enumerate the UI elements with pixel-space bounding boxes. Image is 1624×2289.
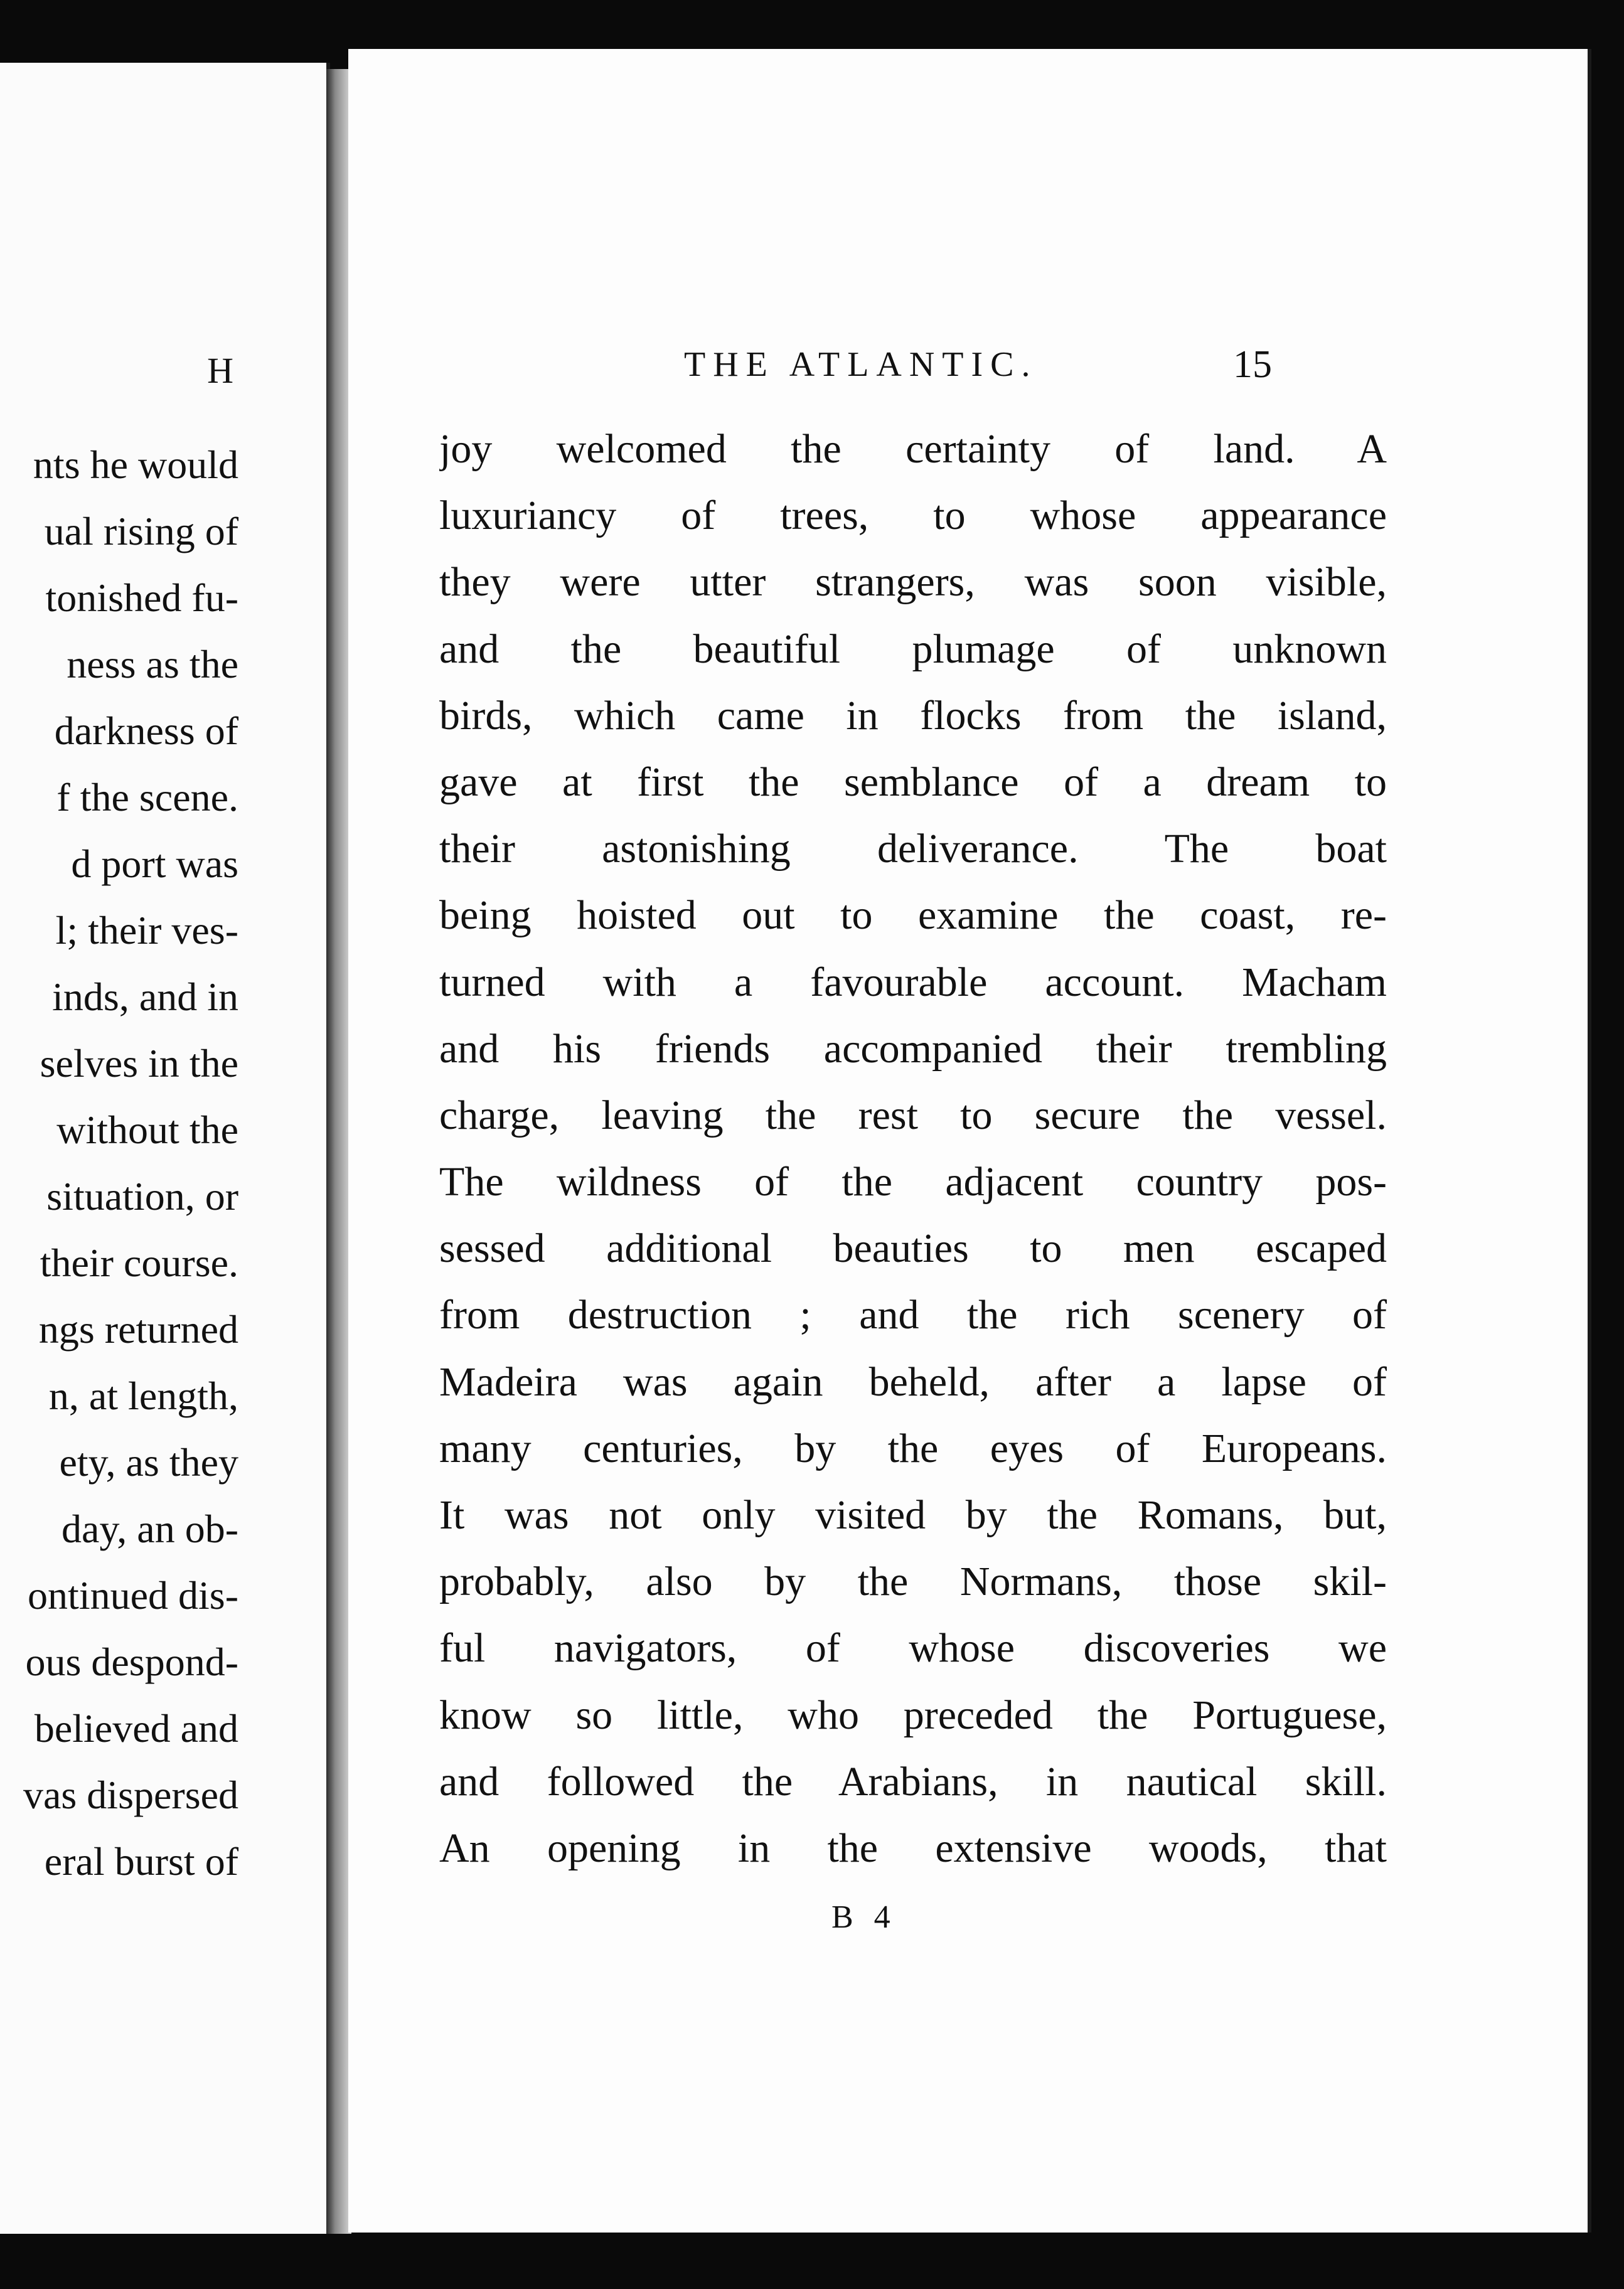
body-text bbox=[439, 416, 1387, 1882]
text-line: they were utter strangers, was soon visible, bbox=[439, 559, 1387, 606]
text-line: and his friends accompanied their trembling bbox=[439, 1025, 1387, 1072]
text-line: being hoisted out to examine the coast, re- bbox=[439, 892, 1387, 939]
text-line: charge, leaving the rest to secure the vessel. bbox=[439, 1092, 1387, 1138]
running-title: THE ATLANTIC. bbox=[684, 345, 1038, 384]
left-text-line: l; their ves- bbox=[55, 908, 238, 952]
left-text-line: darkness of bbox=[54, 708, 238, 753]
text-line: probably, also by the Normans, those skil- bbox=[439, 1559, 1387, 1605]
text-line: from destruction ; and the rich scenery of bbox=[439, 1292, 1387, 1338]
left-text-line: ngs returned bbox=[38, 1307, 238, 1352]
left-page-text bbox=[0, 432, 238, 1895]
left-text-line: nts he would bbox=[33, 442, 238, 487]
running-head bbox=[348, 343, 1588, 387]
left-text-line: their course. bbox=[40, 1241, 238, 1285]
text-line: and followed the Arabians, in nautical skill. bbox=[439, 1758, 1387, 1805]
left-text-line: n, at length, bbox=[48, 1374, 238, 1418]
left-running-head-fragment: H bbox=[207, 350, 238, 391]
left-text-line: believed and bbox=[34, 1706, 238, 1751]
signature-mark: B 4 bbox=[831, 1899, 897, 1935]
left-text-line: eral burst of bbox=[44, 1839, 238, 1884]
left-text-line: vas dispersed bbox=[23, 1773, 238, 1817]
left-text-line: day, an ob- bbox=[61, 1507, 238, 1551]
text-line: ful navigators, of whose discoveries we bbox=[439, 1625, 1387, 1672]
left-text-line: without the bbox=[56, 1107, 238, 1152]
left-text-line: d port was bbox=[71, 841, 238, 886]
page-number: 15 bbox=[1233, 343, 1272, 386]
text-line: turned with a favourable account. Macham bbox=[439, 959, 1387, 1005]
text-line: luxuriancy of trees, to whose appearance bbox=[439, 493, 1387, 539]
text-line: know so little, who preceded the Portuguese, bbox=[439, 1692, 1387, 1738]
text-line: sessed additional beauties to men escaped bbox=[439, 1225, 1387, 1272]
text-line: birds, which came in flocks from the island, bbox=[439, 692, 1387, 739]
text-line: gave at first the semblance of a dream to bbox=[439, 759, 1387, 805]
left-text-line: ual rising of bbox=[44, 509, 238, 553]
text-line: It was not only visited by the Romans, but, bbox=[439, 1492, 1387, 1538]
text-line: their astonishing deliverance. The boat bbox=[439, 826, 1387, 872]
left-text-line: tonished fu- bbox=[45, 575, 238, 620]
text-line: and the beautiful plumage of unknown bbox=[439, 626, 1387, 672]
left-text-line: situation, or bbox=[46, 1174, 238, 1219]
text-line: joy welcomed the certainty of land. A bbox=[439, 426, 1387, 472]
left-text-line: ous despond- bbox=[25, 1640, 238, 1684]
text-line: The wildness of the adjacent country pos- bbox=[439, 1159, 1387, 1205]
left-text-line: ness as the bbox=[67, 642, 238, 686]
right-page bbox=[348, 49, 1591, 2233]
left-text-line: selves in the bbox=[40, 1041, 238, 1086]
left-page bbox=[0, 63, 330, 2234]
book-gutter bbox=[326, 69, 351, 2234]
left-text-line: f the scene. bbox=[56, 775, 238, 819]
text-line: Madeira was again beheld, after a lapse of bbox=[439, 1358, 1387, 1405]
left-text-line: ontinued dis- bbox=[28, 1573, 238, 1618]
text-line: many centuries, by the eyes of Europeans. bbox=[439, 1425, 1387, 1471]
left-text-line: inds, and in bbox=[52, 974, 238, 1019]
text-line: An opening in the extensive woods, that bbox=[439, 1825, 1387, 1871]
left-text-line: ety, as they bbox=[59, 1440, 238, 1485]
